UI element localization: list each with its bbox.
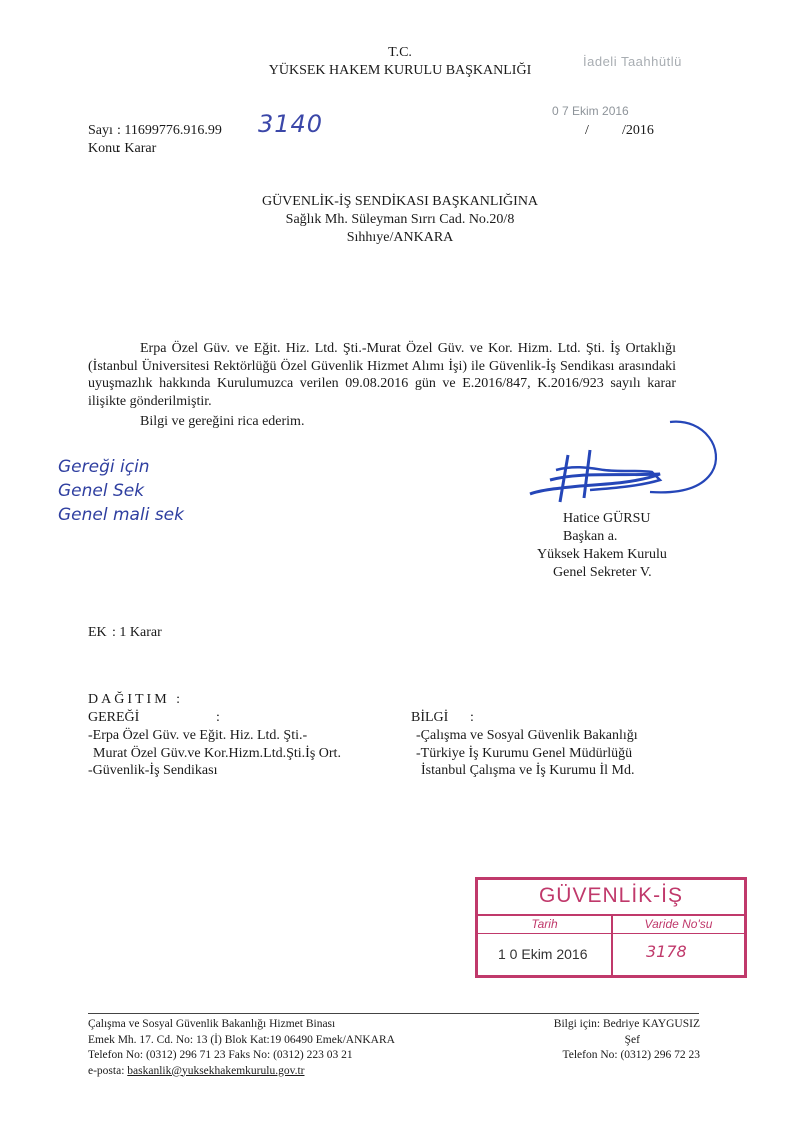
- footer-right: [500, 1017, 700, 1064]
- footer-left: [88, 1017, 395, 1079]
- footer-email-link[interactable]: baskanlik@yuksekhakemkurulu.gov.tr: [127, 1064, 305, 1077]
- handwritten-note: [58, 455, 184, 527]
- sayi-value: : 11699776.916.99: [117, 123, 222, 138]
- distribution-bilgi-item: -Çalışma ve Sosyal Güvenlik Bakanlığı: [416, 728, 638, 743]
- distribution-geregi-item: Murat Özel Güv.ve Kor.Hizm.Ltd.Şti.İş Ort.: [93, 745, 341, 761]
- received-stamp-number-label: Varide No'su: [644, 917, 713, 931]
- distribution-geregi-item: -Erpa Özel Güv. ve Eğit. Hiz. Ltd. Şti.-: [88, 728, 308, 743]
- footer-contact-name: Bilgi için: Bedriye KAYGUSIZ: [553, 1018, 700, 1030]
- received-stamp-date-label: Tarih: [531, 917, 558, 931]
- distribution-bilgi-colon: :: [470, 710, 474, 725]
- konu-label: Konu: [88, 141, 120, 156]
- footer-address: Emek Mh. 17. Cd. No: 13 (İ) Blok Kat:19 06490 Emek/ANKARA: [88, 1033, 395, 1046]
- signatory-title1: Başkan a.: [563, 529, 618, 544]
- received-stamp: [475, 877, 747, 978]
- konu-value: : Karar: [117, 141, 157, 156]
- date-slash: /: [585, 123, 589, 138]
- attachment-label: EK: [88, 625, 107, 640]
- attachment-value: : 1 Karar: [112, 625, 162, 640]
- distribution-bilgi-item: İstanbul Çalışma ve İş Kurumu İl Md.: [421, 763, 635, 778]
- received-stamp-date: 1 0 Ekim 2016: [498, 946, 588, 962]
- header-institution: YÜKSEK HAKEM KURULU BAŞKANLIĞI: [268, 63, 532, 78]
- handwritten-note-line: Gereği için: [58, 457, 150, 477]
- signatory-name: Hatice GÜRSU: [563, 511, 651, 526]
- footer-contact-title: Şef: [624, 1033, 640, 1046]
- distribution-bilgi-list: [416, 727, 638, 780]
- date-stamp: 0 7 Ekim 2016: [552, 104, 629, 118]
- signatory-title3: Genel Sekreter V.: [553, 565, 652, 580]
- distribution-geregi-colon: :: [216, 710, 220, 725]
- footer-email-line: [88, 1064, 395, 1080]
- handwritten-note-line: Genel mali sek: [58, 505, 184, 525]
- footer-contact-phone: Telefon No: (0312) 296 72 23: [562, 1049, 700, 1061]
- distribution-geregi-label: GEREĞİ: [88, 710, 140, 725]
- distribution-title: DAĞITIM :: [88, 692, 184, 707]
- body-paragraph: Erpa Özel Güv. ve Eğit. Hiz. Ltd. Şti.-Murat Özel Güv. ve Kor. Hizm. Ltd. Şti. İş Ortaklığı (İstanbul Üniversitesi Rektörlüğü Özel Güvenlik Hizmet Alımı İşi) ile Güvenlik-İş Sendikası arasındaki uyuşmazlık hakkında Kurulumuzca verilen 09.08.2016 gün ve E.2016/847, K.2016/923 sayılı karar ilişikte gönderilmiştir.: [88, 341, 676, 409]
- sayi-handwritten-number: 3140: [258, 110, 324, 138]
- footer-phone: Telefon No: (0312) 296 71 23 Faks No: (0312) 223 03 21: [88, 1049, 353, 1061]
- handwritten-note-line: Genel Sek: [58, 481, 145, 501]
- registered-mail-stamp: İadeli Taahhütlü: [583, 54, 682, 69]
- received-stamp-number: 3178: [646, 942, 687, 961]
- footer-rule: [88, 1013, 699, 1014]
- recipient-address-line1: Sağlık Mh. Süleyman Sırrı Cad. No.20/8: [285, 212, 515, 227]
- sayi-label: Sayı: [88, 123, 113, 138]
- distribution-bilgi-label: BİLGİ: [411, 710, 449, 725]
- header-tc: T.C.: [388, 45, 412, 60]
- recipient-name: GÜVENLİK-İŞ SENDİKASI BAŞKANLIĞINA: [261, 194, 539, 209]
- received-stamp-divider2: [478, 933, 744, 934]
- footer-building: Çalışma ve Sosyal Güvenlik Bakanlığı Hizmet Binası: [88, 1018, 336, 1030]
- footer-email-label: e-posta:: [88, 1064, 125, 1077]
- date-year: /2016: [622, 123, 654, 138]
- recipient-address-line2: Sıhhıye/ANKARA: [346, 230, 454, 245]
- distribution-geregi-list: [88, 727, 341, 780]
- distribution-bilgi-item: -Türkiye İş Kurumu Genel Müdürlüğü: [416, 745, 633, 761]
- signature-scribble: [520, 410, 730, 510]
- distribution-geregi-item: -Güvenlik-İş Sendikası: [88, 763, 218, 778]
- signatory-title2: Yüksek Hakem Kurulu: [537, 547, 667, 562]
- received-stamp-title: GÜVENLİK-İŞ: [538, 884, 684, 907]
- body-closing: Bilgi ve gereğini rica ederim.: [140, 414, 305, 429]
